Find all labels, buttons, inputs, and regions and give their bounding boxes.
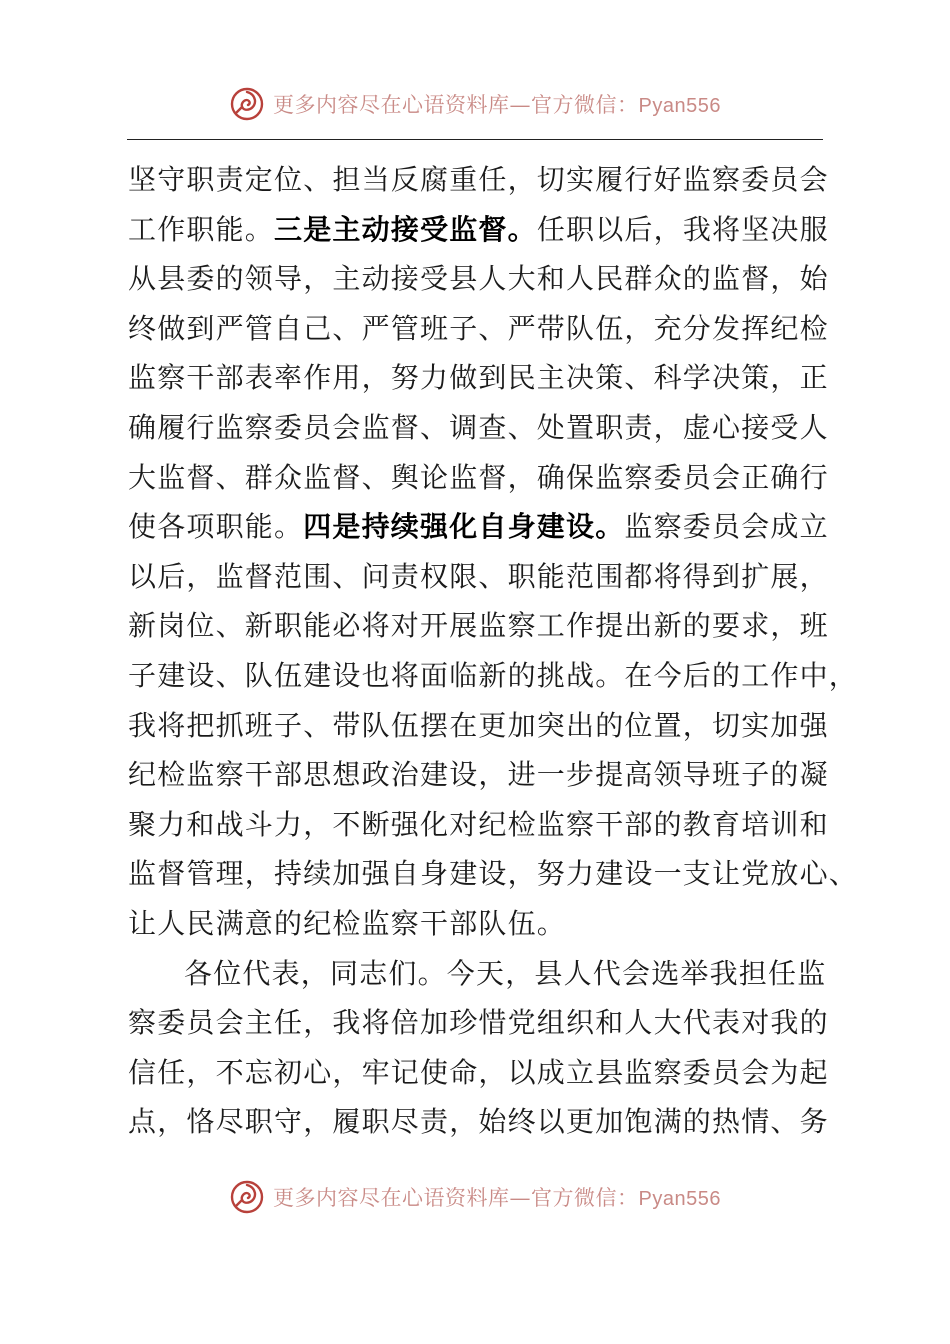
text-line <box>128 998 829 1048</box>
body-text-segment: 信任，不忘初心，牢记使命，以成立县监察委员会为起 <box>128 1055 829 1089</box>
body-text-segment: 我将把抓班子、带队伍摆在更加突出的位置，切实加强 <box>128 708 829 742</box>
text-line <box>128 800 829 850</box>
text-line <box>128 254 829 304</box>
body-text-segment: 工作职能。 <box>128 212 275 246</box>
body-text-segment: 察委员会主任，我将倍加珍惜党组织和人大代表对我的 <box>128 1006 829 1040</box>
text-line <box>128 651 859 701</box>
header-banner-text: 更多内容尽在心语资料库—官方微信：Pyan556 <box>273 93 721 117</box>
footer-banner-text: 更多内容尽在心语资料库—官方微信：Pyan556 <box>273 1186 721 1210</box>
text-line <box>128 453 829 503</box>
text-line <box>128 1097 829 1147</box>
document-body <box>128 155 859 1147</box>
text-line <box>128 849 859 899</box>
body-text-segment: 各位代表，同志们。今天，县人代会选举我担任监 <box>184 956 827 990</box>
body-text-segment: 子建设、队伍建设也将面临新的挑战。在今后的工作中， <box>128 658 859 692</box>
text-line <box>128 403 829 453</box>
header-wechat-id: Pyan556 <box>638 95 721 117</box>
swirl-logo-icon <box>229 86 265 122</box>
body-text-segment: 点，恪尽职守，履职尽责，始终以更加饱满的热情、务 <box>128 1105 829 1139</box>
body-text-segment: 纪检监察干部思想政治建设，进一步提高领导班子的凝 <box>128 758 829 792</box>
text-line <box>128 502 829 552</box>
swirl-logo-icon <box>229 1179 265 1215</box>
text-line <box>128 552 829 602</box>
text-line <box>128 304 829 354</box>
text-line <box>128 949 827 999</box>
text-line <box>128 750 829 800</box>
bold-heading-text: 四是持续强化自身建设。 <box>303 510 625 544</box>
text-line <box>128 601 829 651</box>
text-line <box>128 353 829 403</box>
body-text-segment: 监察委员会成立 <box>624 510 829 544</box>
header-divider <box>127 139 823 140</box>
body-text-segment: 新岗位、新职能必将对开展监察工作提出新的要求，班 <box>128 609 829 643</box>
text-line <box>128 155 829 205</box>
body-text-segment: 终做到严管自己、严管班子、严带队伍，充分发挥纪检 <box>128 311 829 345</box>
text-line <box>128 701 829 751</box>
footer-wechat-id: Pyan556 <box>638 1188 721 1210</box>
text-line <box>128 205 829 255</box>
body-text-segment: 任职以后，我将坚决服 <box>536 212 829 246</box>
body-text-segment: 监督管理，持续加强自身建设，努力建设一支让党放心、 <box>128 857 859 891</box>
body-text-segment: 监察干部表率作用，努力做到民主决策、科学决策，正 <box>128 361 829 395</box>
text-line <box>128 899 824 949</box>
body-text-segment: 使各项职能。 <box>128 510 304 544</box>
bold-heading-text: 三是主动接受监督。 <box>274 212 537 246</box>
body-text-segment: 坚守职责定位、担当反腐重任，切实履行好监察委员会 <box>128 163 829 196</box>
body-text-segment: 确履行监察委员会监督、调查、处置职责，虚心接受人 <box>128 410 829 444</box>
text-line <box>128 1048 829 1098</box>
body-text-segment: 大监督、群众监督、舆论监督，确保监察委员会正确行 <box>128 460 829 494</box>
body-text-segment: 聚力和战斗力，不断强化对纪检监察干部的教育培训和 <box>128 807 829 841</box>
footer-banner <box>0 1177 950 1217</box>
body-text-segment: 让人民满意的纪检监察干部队伍。 <box>128 906 567 940</box>
body-text-segment: 从县委的领导，主动接受县人大和人民群众的监督，始 <box>128 262 829 296</box>
header-banner <box>0 84 950 124</box>
body-text-segment: 以后，监督范围、问责权限、职能范围都将得到扩展， <box>128 559 829 593</box>
